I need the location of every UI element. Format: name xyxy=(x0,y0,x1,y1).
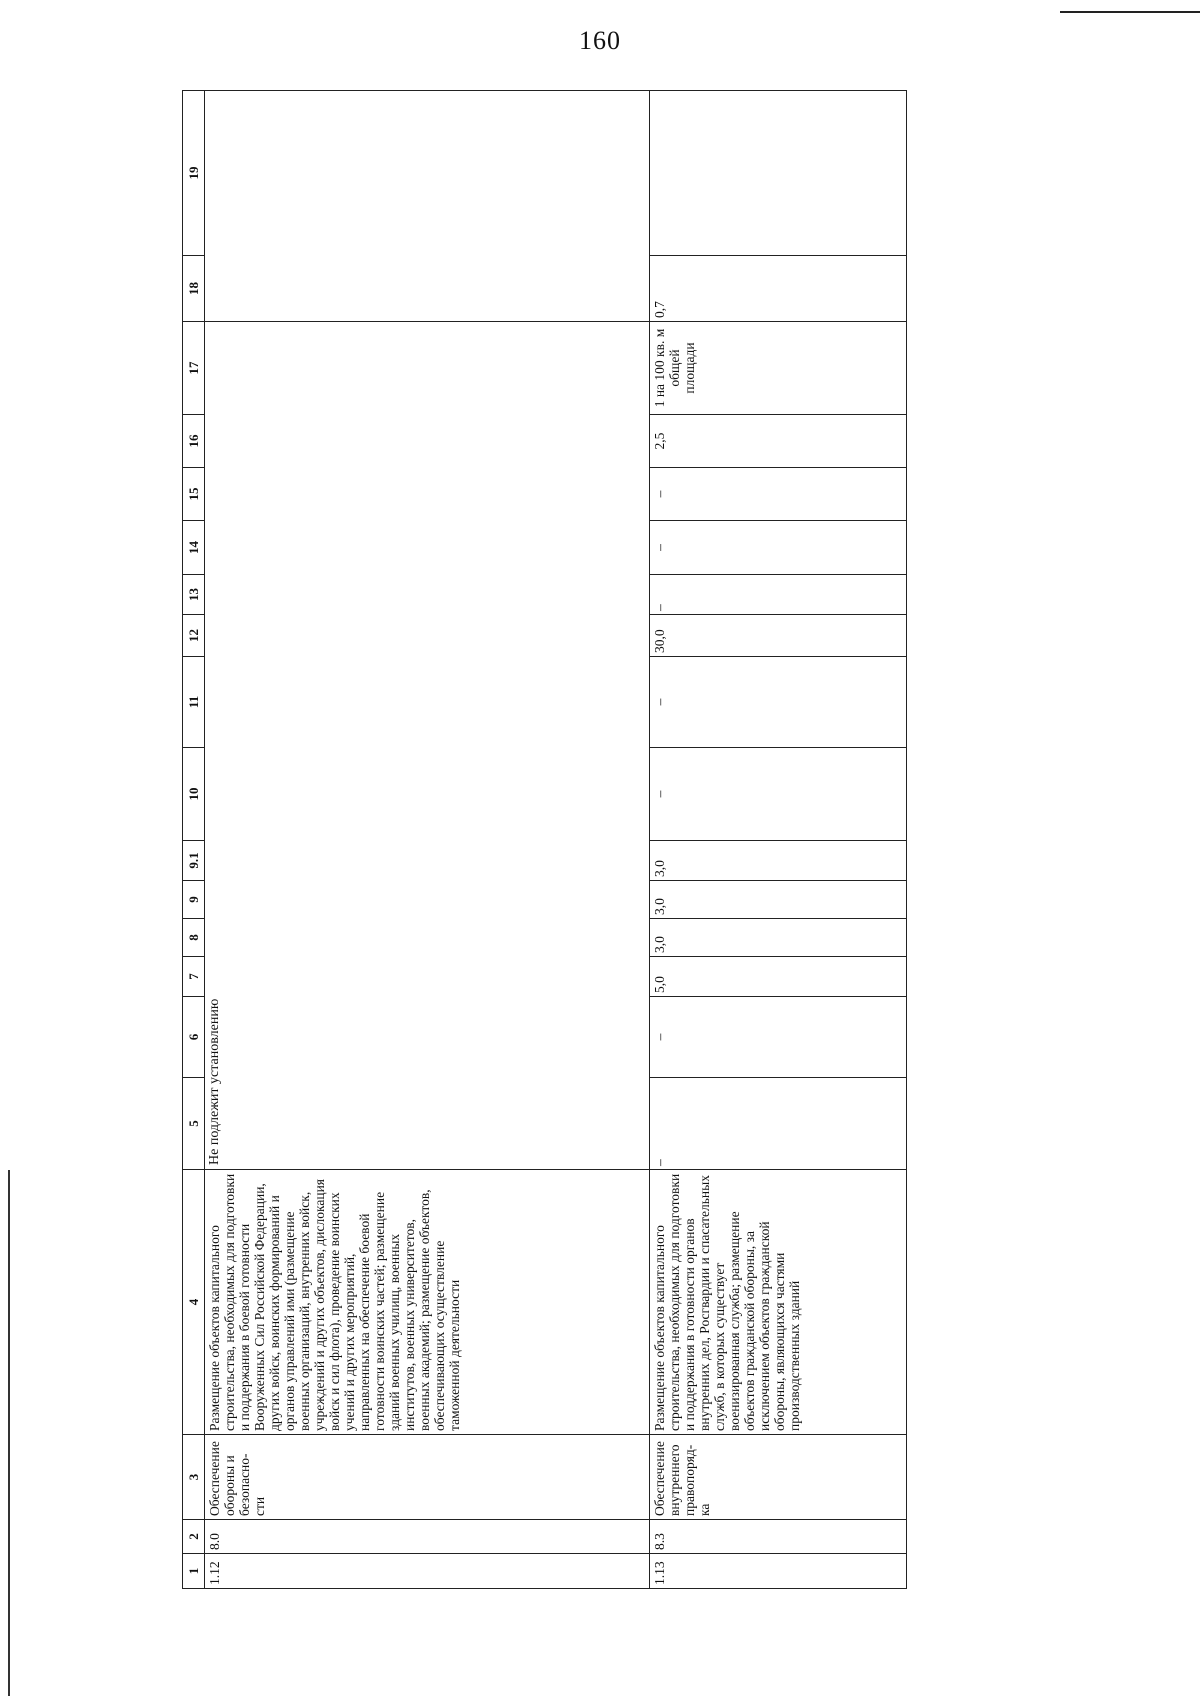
value-cell-19 xyxy=(650,91,907,256)
value-cell-17: 1 на 100 кв. м общей площади xyxy=(650,322,907,415)
merged-not-applicable-cell: Не подлежит установлению xyxy=(205,322,650,1170)
header-cell: 1 xyxy=(183,1554,205,1589)
header-cell: 11 xyxy=(183,657,205,748)
table-row-1-12 xyxy=(205,91,650,1589)
row-number: 1.12 xyxy=(205,1554,650,1589)
rotated-table-container xyxy=(182,111,907,1589)
value-cell-14: – xyxy=(650,521,907,575)
value-cell-9: 3,0 xyxy=(650,881,907,919)
value-cell-5: – xyxy=(650,1078,907,1170)
header-cell: 6 xyxy=(183,997,205,1078)
value-cell-18: 0,7 xyxy=(650,256,907,322)
row-description: Размещение объектов капитального строительства, необходимых для подготовки и поддержания в боевой готовности Вооруженных Сил Российской Федерации, других войск, воинских формирований и органов управлений ими (размещение военных организаций, внутренних войск, учреждений и других объектов, дислокация войск и сил флота), проведение воинских учений и других мероприятий, направленных на обеспечение боевой готовности воинских частей; размещение зданий военных училищ, военных институтов, военных университетов, военных академий; размещение объектов, обеспечивающих осуществление таможенной деятельности xyxy=(205,1170,650,1435)
value-cell-6: – xyxy=(650,997,907,1078)
header-cell: 5 xyxy=(183,1078,205,1170)
row-name: Обеспечение обороны и безопасно-сти xyxy=(205,1435,650,1520)
header-cell: 9.1 xyxy=(183,841,205,881)
header-cell: 14 xyxy=(183,521,205,575)
zoning-parameters-table xyxy=(182,90,907,1589)
header-cell: 10 xyxy=(183,748,205,841)
header-cell: 8 xyxy=(183,919,205,957)
header-cell: 17 xyxy=(183,322,205,415)
row-code: 8.3 xyxy=(650,1520,907,1554)
value-cell-13: – xyxy=(650,575,907,615)
header-cell: 18 xyxy=(183,256,205,322)
header-cell: 16 xyxy=(183,415,205,468)
page-number: 160 xyxy=(579,26,621,55)
table-row-1-13 xyxy=(650,91,907,1589)
row-description: Размещение объектов капитального строительства, необходимых для подготовки и поддержания в готовности органов внутренних дел, Росгвардии и спасательных служб, в которых существует военизированная служба; размещение объектов гражданской обороны, за исключением объектов гражданской обороны, являющихся частями производственных зданий xyxy=(650,1170,907,1435)
row-empty-cell xyxy=(205,91,650,322)
value-cell-8: 3,0 xyxy=(650,919,907,957)
top-rule xyxy=(1060,11,1200,13)
row-code: 8.0 xyxy=(205,1520,650,1554)
header-row xyxy=(183,91,205,1589)
value-cell-12: 30,0 xyxy=(650,615,907,657)
value-cell-16: 2,5 xyxy=(650,415,907,468)
header-cell: 12 xyxy=(183,615,205,657)
value-cell-7: 5,0 xyxy=(650,957,907,997)
header-cell: 3 xyxy=(183,1435,205,1520)
value-cell-11: – xyxy=(650,657,907,748)
value-cell-10: – xyxy=(650,748,907,841)
header-cell: 9 xyxy=(183,881,205,919)
value-cell-15: – xyxy=(650,468,907,521)
row-name: Обеспечение внутреннего правопоряд-ка xyxy=(650,1435,907,1520)
row-number: 1.13 xyxy=(650,1554,907,1589)
left-scan-edge xyxy=(8,1170,10,1696)
header-cell: 7 xyxy=(183,957,205,997)
header-cell: 15 xyxy=(183,468,205,521)
value-cell-9-1: 3,0 xyxy=(650,841,907,881)
header-cell: 2 xyxy=(183,1520,205,1554)
header-cell: 13 xyxy=(183,575,205,615)
header-cell: 19 xyxy=(183,91,205,256)
header-cell: 4 xyxy=(183,1170,205,1435)
